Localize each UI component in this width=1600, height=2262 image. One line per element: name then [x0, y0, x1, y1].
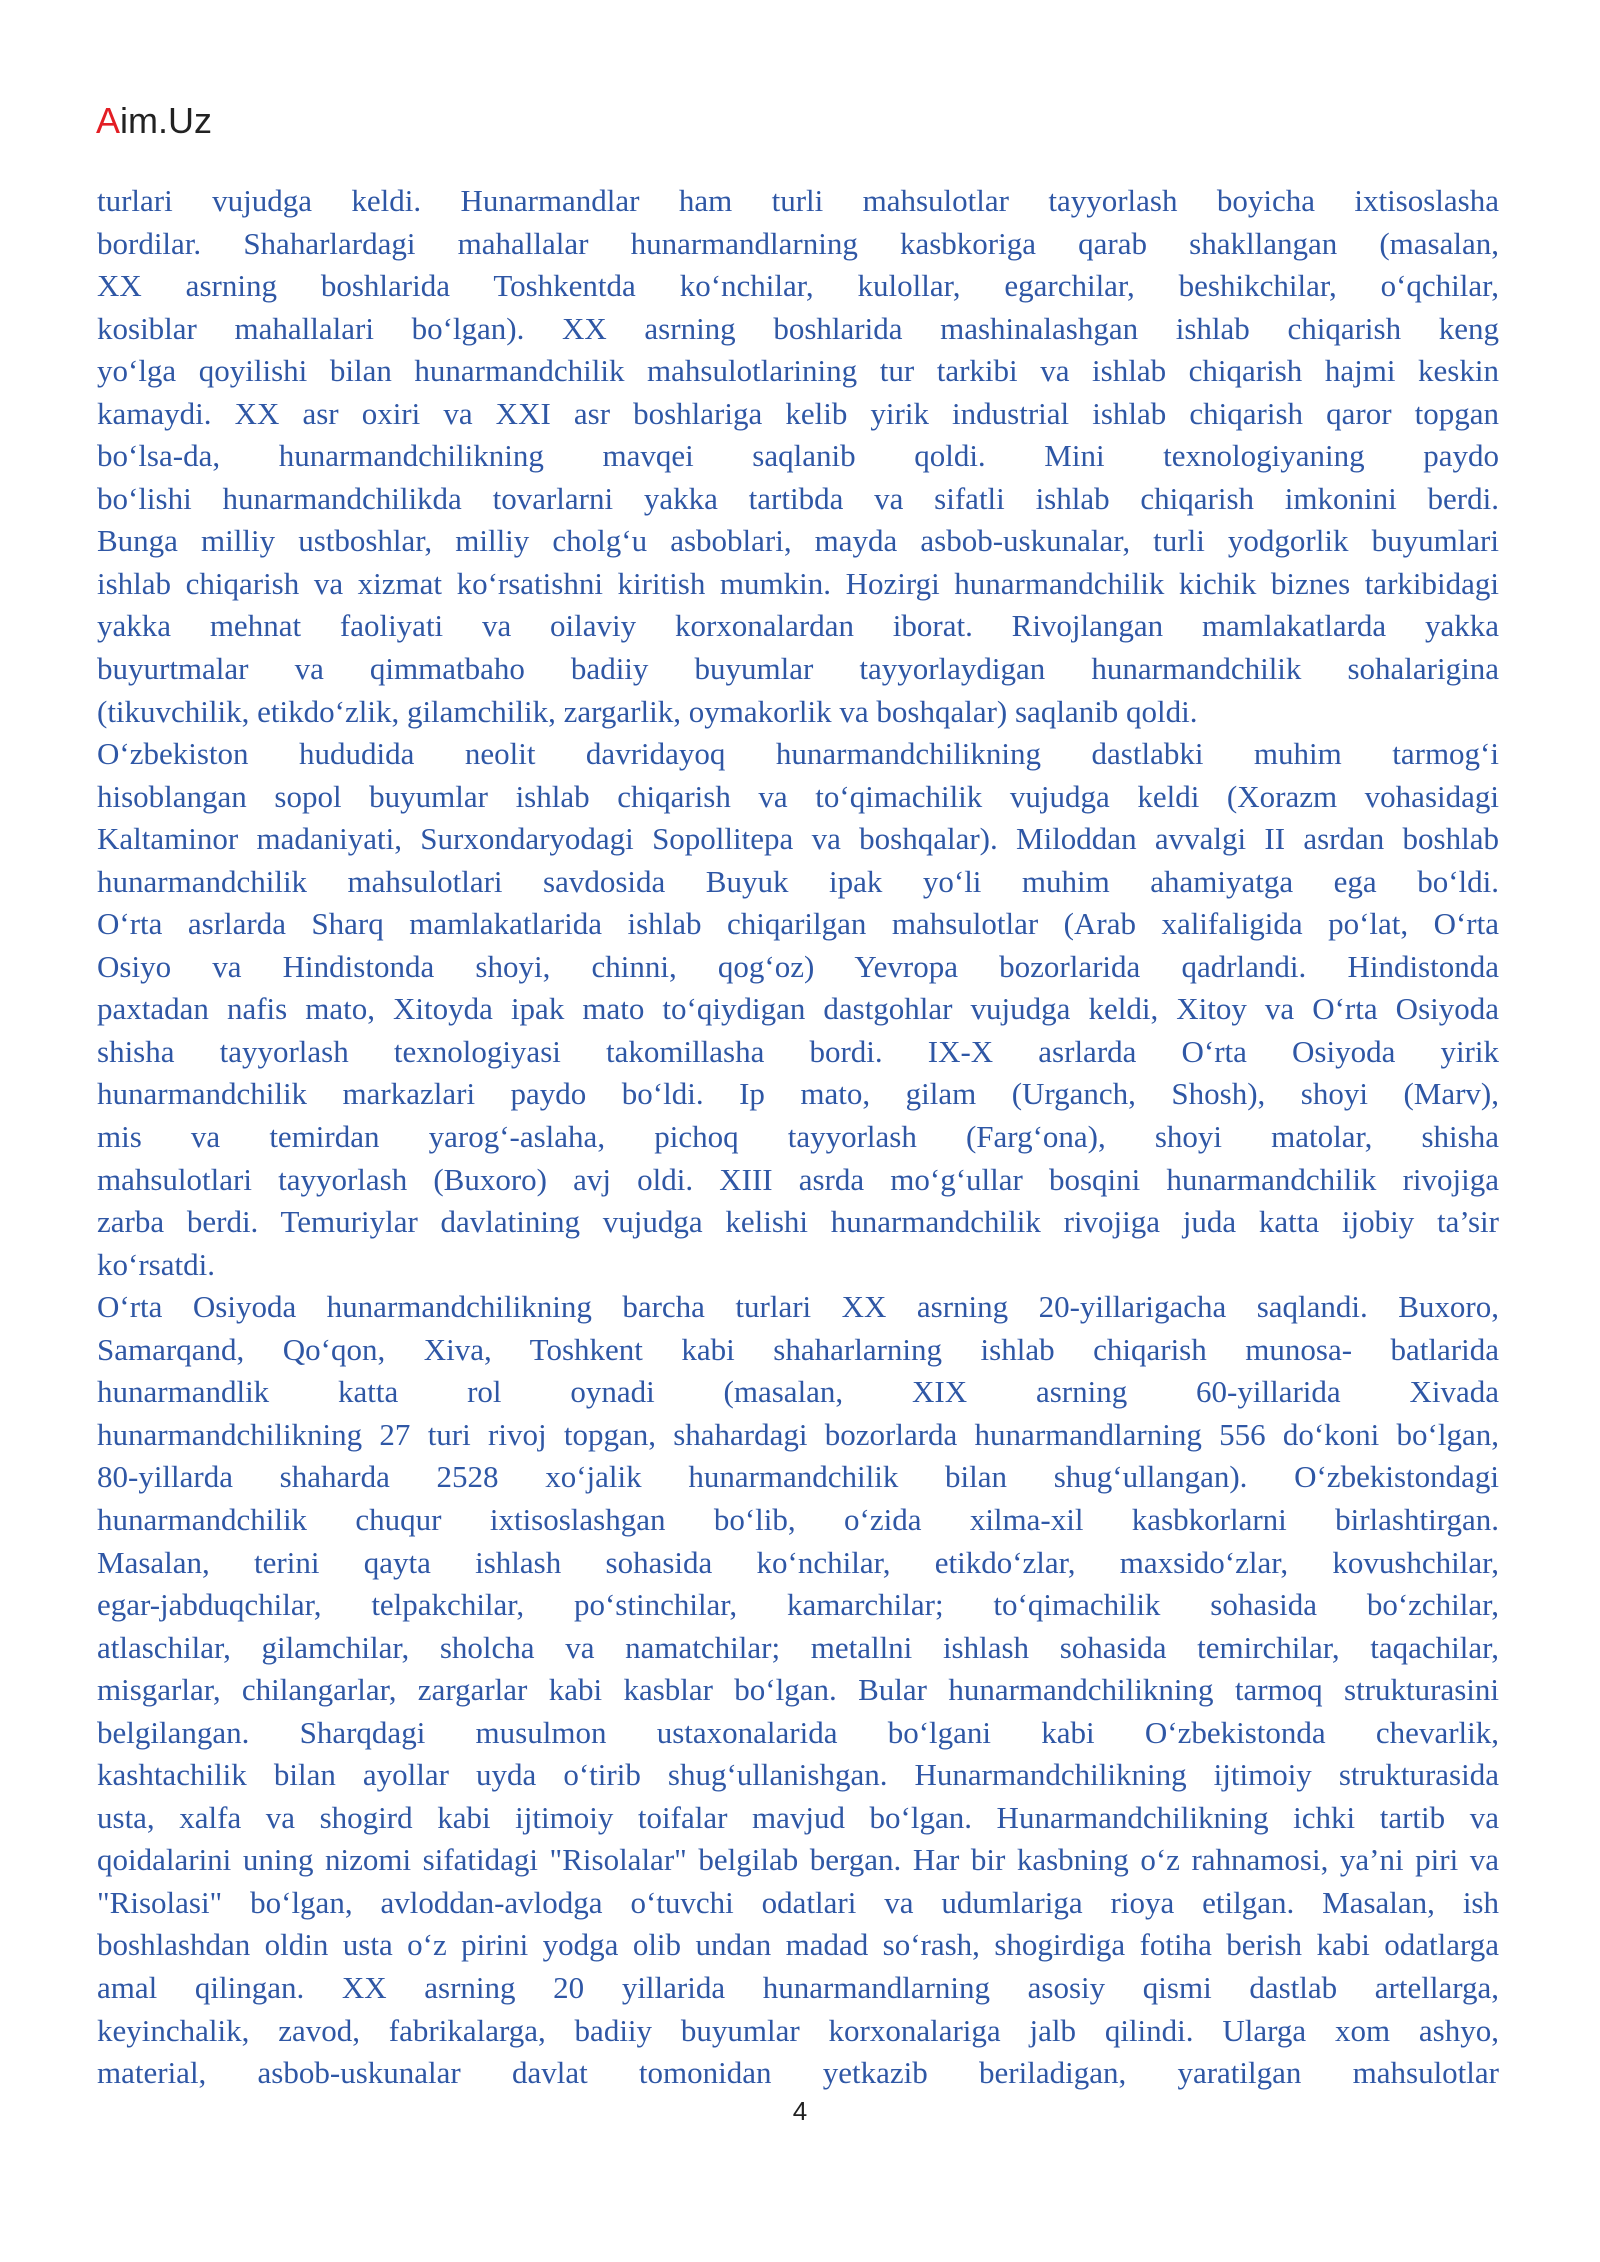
text-line: material, asbob-uskunalar davlat tomonidan yetkazib beriladigan, yaratilgan mahsulotlar — [97, 2055, 1499, 2091]
text-line: boshlashdan oldin usta o‘z pirini yodga olib undan madad so‘rash, shogirdiga fotiha berish kabi odatlarga — [97, 1927, 1499, 1963]
text-line: kosiblar mahallalari bo‘lgan). XX asrning boshlarida mashinalashgan ishlab chiqarish keng — [97, 310, 1499, 346]
text-line: bo‘lsa-da, hunarmandchilikning mavqei saqlanib qoldi. Mini texnologiyaning paydo — [97, 438, 1499, 474]
text-line: mis va temirdan yarog‘-aslaha, pichoq tayyorlash (Farg‘ona), shoyi matolar, shisha — [97, 1119, 1499, 1155]
text-line: keyinchalik, zavod, fabrikalarga, badiiy buyumlar korxonalariga jalb qilindi. Ularga xom ashyo, — [97, 2012, 1499, 2048]
text-line: atlaschilar, gilamchilar, sholcha va namatchilar; metallni ishlash sohasida temirchilar, taqachilar, — [97, 1629, 1499, 1665]
text-line: misgarlar, chilangarlar, zargarlar kabi kasblar bo‘lgan. Bular hunarmandchilikning tarmoq strukturasini — [97, 1672, 1499, 1708]
paragraph — [97, 733, 1499, 1286]
text-line: yo‘lga qoyilishi bilan hunarmandchilik mahsulotlarining tur tarkibi va ishlab chiqarish hajmi keskin — [97, 353, 1499, 389]
text-line: (tikuvchilik, etikdo‘zlik, gilamchilik, zargarlik, oymakorlik va boshqalar) saqlanib qoldi. — [97, 693, 1198, 729]
text-line: shisha tayyorlash texnologiyasi takomillasha bordi. IX-X asrlarda O‘rta Osiyoda yirik — [97, 1033, 1499, 1069]
text-line: hunarmandchilikning 27 turi rivoj topgan, shahardagi bozorlarda hunarmandlarning 556 do‘koni bo‘lgan, — [97, 1416, 1499, 1452]
text-line: kamaydi. XX asr oxiri va XXI asr boshlariga kelib yirik industrial ishlab chiqarish qaror topgan — [97, 395, 1499, 431]
text-line: paxtadan nafis mato, Xitoyda ipak mato to‘qiydigan dastgohlar vujudga keldi, Xitoy va O‘rta Osiyoda — [97, 991, 1499, 1027]
text-line: 80-yillarda shaharda 2528 xo‘jalik hunarmandchilik bilan shug‘ullangan). O‘zbekistondagi — [97, 1459, 1499, 1495]
text-line: hunarmandchilik chuqur ixtisoslashgan bo‘lib, o‘zida xilma-xil kasbkorlarni birlashtirgan. — [97, 1501, 1499, 1537]
paragraph — [97, 1286, 1499, 2094]
text-line: zarba berdi. Temuriylar davlatining vujudga kelishi hunarmandchilik rivojiga juda katta ijobiy ta’sir — [97, 1204, 1499, 1240]
text-line: egar-jabduqchilar, telpakchilar, po‘stinchilar, kamarchilar; to‘qimachilik sohasida bo‘zchilar, — [97, 1587, 1499, 1623]
text-line: O‘rta asrlarda Sharq mamlakatlarida ishlab chiqarilgan mahsulotlar (Arab xalifaligida po‘lat, O‘rta — [97, 906, 1499, 942]
text-line: hunarmandchilik mahsulotlari savdosida Buyuk ipak yo‘li muhim ahamiyatga ega bo‘ldi. — [97, 863, 1499, 899]
document-body — [97, 180, 1499, 2095]
text-line: kashtachilik bilan ayollar uyda o‘tirib shug‘ullanishgan. Hunarmandchilikning ijtimoiy strukturasida — [97, 1757, 1499, 1793]
site-logo — [96, 98, 212, 144]
text-line: Masalan, terini qayta ishlash sohasida ko‘nchilar, etikdo‘zlar, maxsido‘zlar, kovushchilar, — [97, 1544, 1499, 1580]
text-line: yakka mehnat faoliyati va oilaviy korxonalardan iborat. Rivojlangan mamlakatlarda yakka — [97, 608, 1499, 644]
text-line: mahsulotlari tayyorlash (Buxoro) avj oldi. XIII asrda mo‘g‘ullar bosqini hunarmandchilik rivojiga — [97, 1161, 1499, 1197]
text-line: XX asrning boshlarida Toshkentda ko‘nchilar, kulollar, egarchilar, beshikchilar, o‘qchilar, — [97, 268, 1499, 304]
text-line: O‘rta Osiyoda hunarmandchilikning barcha turlari XX asrning 20-yillarigacha saqlandi. Buxoro, — [97, 1289, 1499, 1325]
text-line: Osiyo va Hindistonda shoyi, chinni, qog‘oz) Yevropa bozorlarida qadrlandi. Hindistonda — [97, 948, 1499, 984]
text-line: belgilangan. Sharqdagi musulmon ustaxonalarida bo‘lgani kabi O‘zbekistonda chevarlik, — [97, 1714, 1499, 1750]
text-line: bo‘lishi hunarmandchilikda tovarlarni yakka tartibda va sifatli ishlab chiqarish imkonini berdi. — [97, 480, 1499, 516]
text-line: turlari vujudga keldi. Hunarmandlar ham turli mahsulotlar tayyorlash boyicha ixtisoslasha — [97, 183, 1499, 218]
page-number: 4 — [792, 2096, 808, 2126]
text-line: "Risolasi" bo‘lgan, avloddan-avlodga o‘tuvchi odatlari va udumlariga rioya etilgan. Masalan, ish — [97, 1884, 1499, 1920]
text-line: buyurtmalar va qimmatbaho badiiy buyumlar tayyorlaydigan hunarmandchilik sohalarigina — [97, 651, 1499, 687]
text-line: hisoblangan sopol buyumlar ishlab chiqarish va to‘qimachilik vujudga keldi (Xorazm vohasidagi — [97, 778, 1499, 814]
logo-text: im.Uz — [120, 100, 213, 141]
text-line: Kaltaminor madaniyati, Surxondaryodagi Sopollitepa va boshqalar). Miloddan avvalgi II asrdan boshlab — [97, 821, 1499, 857]
logo-initial: A — [96, 100, 121, 141]
text-line: ko‘rsatdi. — [97, 1246, 215, 1282]
text-line: hunarmandchilik markazlari paydo bo‘ldi. Ip mato, gilam (Urganch, Shosh), shoyi (Marv), — [97, 1076, 1499, 1112]
text-line: ishlab chiqarish va xizmat ko‘rsatishni kiritish mumkin. Hozirgi hunarmandchilik kichik biznes tarkibidagi — [97, 565, 1499, 601]
paragraph — [97, 180, 1499, 733]
text-line: amal qilingan. XX asrning 20 yillarida hunarmandlarning asosiy qismi dastlab artellarga, — [97, 1969, 1499, 2005]
text-line: Bunga milliy ustboshlar, milliy cholg‘u asboblari, mayda asbob-uskunalar, turli yodgorlik buyumlari — [97, 523, 1499, 559]
text-line: hunarmandlik katta rol oynadi (masalan, XIX asrning 60-yillarida Xivada — [97, 1374, 1499, 1410]
text-line: Samarqand, Qo‘qon, Xiva, Toshkent kabi shaharlarning ishlab chiqarish munosa- batlarida — [97, 1331, 1499, 1367]
text-line: usta, xalfa va shogird kabi ijtimoiy toifalar mavjud bo‘lgan. Hunarmandchilikning ichki tartib va — [97, 1799, 1499, 1835]
text-line: qoidalarini uning nizomi sifatidagi "Risolalar" belgilab bergan. Har bir kasbning o‘z rahnamosi, ya’ni piri va — [97, 1842, 1499, 1878]
text-line: O‘zbekiston hududida neolit davridayoq hunarmandchilikning dastlabki muhim tarmog‘i — [97, 736, 1499, 772]
text-line: bordilar. Shaharlardagi mahallalar hunarmandlarning kasbkoriga qarab shakllangan (masalan, — [97, 225, 1499, 261]
